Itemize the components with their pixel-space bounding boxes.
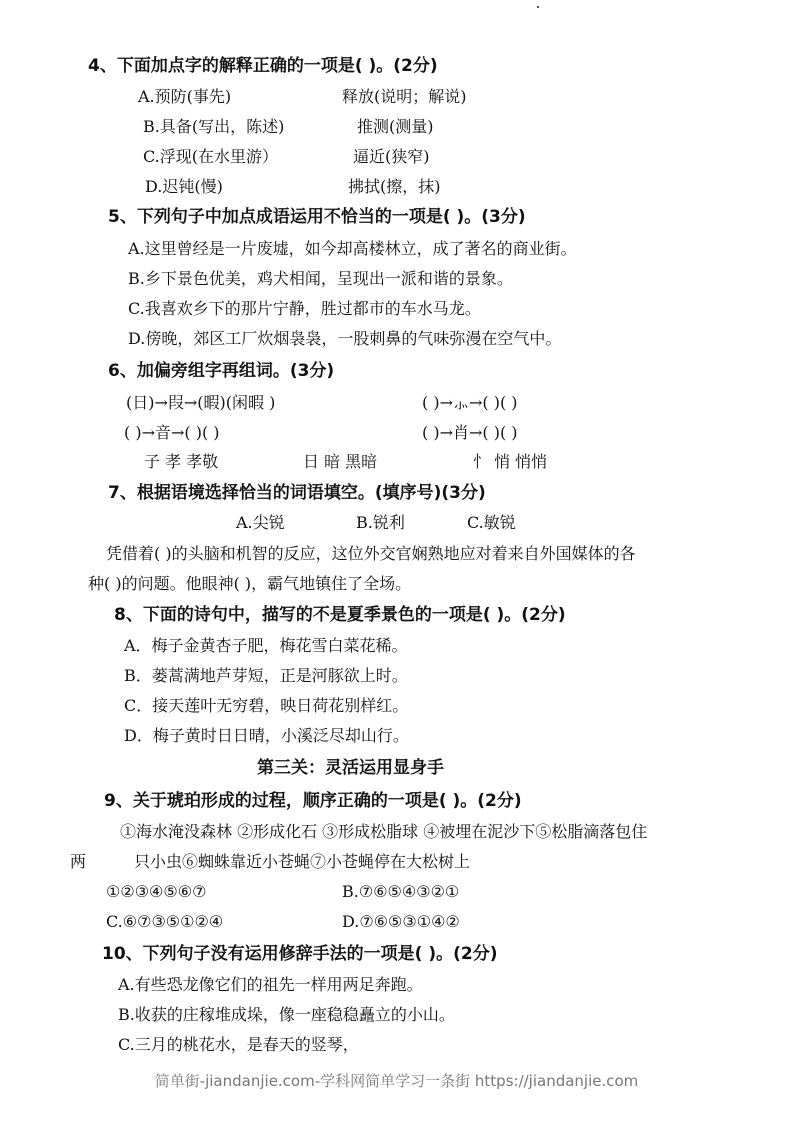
q4-option-b1: B.具备(写出，陈述) — [143, 117, 285, 136]
q9-option-b: B.⑦⑥⑤④③②① — [342, 882, 460, 901]
q10-option-b: B.收获的庄稼堆成垛，像一座稳稳矗立的小山。 — [118, 1005, 455, 1024]
q5-option-b: B.乡下景色优美，鸡犬相闻，呈现出一派和谐的景象。 — [128, 269, 513, 288]
q6-example-c: 忄 悄 悄悄 — [473, 452, 548, 471]
q4-option-a2: 释放(说明；解说) — [342, 87, 467, 106]
q6-row2-left: ( )→音→( )( ) — [124, 423, 220, 442]
q5-option-d: D.傍晚，郊区工厂炊烟袅袅，一股刺鼻的气味弥漫在空气中。 — [128, 329, 562, 348]
q7-stem: 7、根据语境选择恰当的词语填空。(填序号)(3分) — [108, 483, 486, 503]
q4-option-b2: 推测(测量) — [357, 117, 434, 136]
footer-watermark: 简单街-jiandanjie.com-学科网简单学习一条街 https://jiandanjie.com — [154, 1072, 639, 1090]
q8-option-d: D．梅子黄时日日晴，小溪泛尽却山行。 — [124, 726, 409, 745]
q7-choice-c: C.敏锐 — [467, 513, 516, 532]
q6-row2-right: ( )→肖→( )( ) — [422, 423, 518, 442]
q9-sequence-line2: 只小虫⑥蜘蛛靠近小苍蝇⑦小苍蝇停在大松树上 — [134, 852, 471, 871]
q4-option-c2: 逼近(狭窄) — [353, 147, 430, 166]
q6-example-b: 日 暗 黑暗 — [303, 452, 378, 471]
q9-stem: 9、关于琥珀形成的过程，顺序正确的一项是( )。(2分) — [104, 791, 522, 811]
q4-option-a1: A.预防(事先) — [138, 87, 232, 106]
q7-choice-a: A.尖锐 — [236, 513, 285, 532]
q8-option-c: C．接天莲叶无穷碧，映日荷花别样红。 — [124, 696, 409, 715]
q5-option-a: A.这里曾经是一片废墟，如今却高楼林立，成了著名的商业街。 — [128, 239, 577, 258]
q10-option-a: A.有些恐龙像它们的祖先一样用两足奔跑。 — [118, 975, 423, 994]
q9-option-a: ①②③④⑤⑥⑦ — [106, 882, 207, 901]
q8-option-b: B．蒌蒿满地芦芽短，正是河豚欲上时。 — [124, 666, 408, 685]
q7-choice-b: B.锐利 — [356, 513, 405, 532]
q6-row1-right: ( )→⺗→( )( ) — [422, 393, 518, 412]
q6-stem: 6、加偏旁组字再组词。(3分) — [108, 361, 335, 381]
q5-option-c: C.我喜欢乡下的那片宁静，胜过都市的车水马龙。 — [128, 299, 481, 318]
q9-sequence-line2-start: 两 — [70, 852, 87, 871]
q9-option-d: D.⑦⑥⑤③①④② — [342, 912, 460, 931]
q4-option-d1: D.迟钝(慢) — [145, 177, 223, 196]
scan-speck — [537, 6, 539, 8]
q10-stem: 10、下列句子没有运用修辞手法的一项是( )。(2分) — [102, 944, 498, 964]
q6-example-a: 子 孝 孝敬 — [144, 452, 219, 471]
q9-sequence-line1: ①海水淹没森林 ②形成化石 ③形成松脂球 ④被埋在泥沙下⑤松脂滴落包住 — [120, 822, 648, 841]
q8-stem: 8、下面的诗句中，描写的不是夏季景色的一项是( )。(2分) — [114, 605, 566, 625]
q8-option-a: A．梅子金黄杏子肥，梅花雪白菜花稀。 — [124, 636, 408, 655]
q4-option-d2: 拂拭(擦，抹) — [348, 177, 441, 196]
q4-option-c1: C.浮现(在水里游） — [143, 147, 279, 166]
q6-row1-left: (日)→叚→(暇)(闲暇 ) — [126, 393, 276, 412]
q10-option-c: C.三月的桃花水，是春天的竖琴， — [118, 1035, 359, 1054]
section-heading: 第三关：灵活运用显身手 — [257, 758, 444, 778]
q5-stem: 5、下列句子中加点成语运用不恰当的一项是( )。(3分) — [108, 207, 526, 227]
q9-option-c: C.⑥⑦③⑤①②④ — [106, 912, 224, 931]
q4-stem: 4、下面加点字的解释正确的一项是( )。(2分) — [88, 56, 438, 76]
q7-passage-line1: 凭借着( )的头脑和机智的反应，这位外交官娴熟地应对着来自外国媒体的各 — [106, 544, 636, 563]
q7-passage-line2: 种( )的问题。他眼神( )，霸气地镇住了全场。 — [88, 574, 412, 593]
